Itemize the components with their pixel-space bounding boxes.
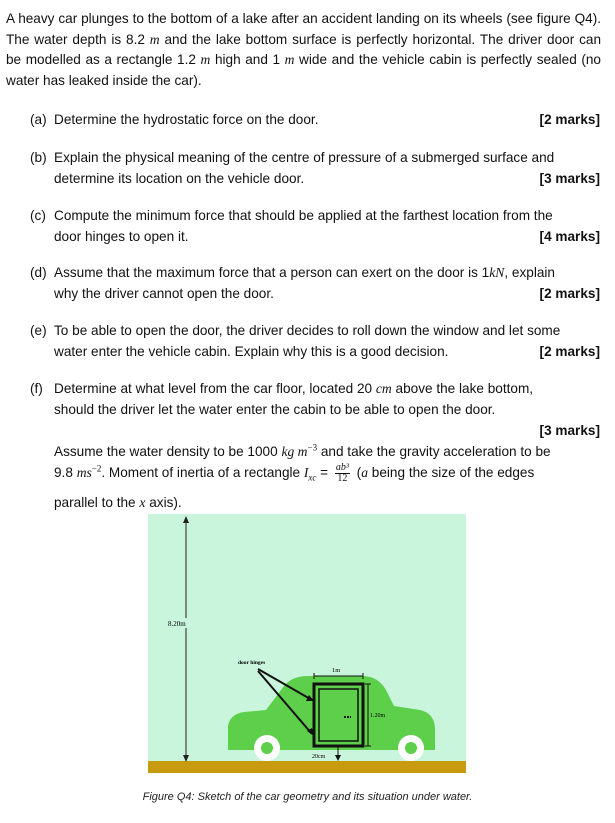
question-text: why the driver cannot open the door. bbox=[54, 285, 274, 301]
hinges-label: door hinges bbox=[238, 660, 266, 666]
width-label: 1m bbox=[332, 667, 341, 674]
question-text: Assume that the maximum force that a person can exert on the door is 1kN, explain bbox=[54, 265, 555, 280]
question-label: (a) bbox=[30, 112, 47, 127]
question-text: 9.8 $ms^{-2}$. Moment of inertia of a rectangle $I_{xc}$ = $\frac{\text{ab³}}{12}$ (a being the size of the edges bbox=[54, 461, 535, 484]
question-label: (d) bbox=[30, 265, 47, 280]
question-text: Determine the hydrostatic force on the door. bbox=[54, 112, 319, 127]
question-f bbox=[30, 378, 600, 513]
intro-line-1: A heavy car plunges to the bottom of a lake after an accident landing on its wheels (see figure bbox=[6, 11, 571, 26]
marks-badge: [4 marks] bbox=[539, 228, 600, 244]
question-d bbox=[30, 263, 600, 304]
marks-badge: [3 marks] bbox=[539, 170, 600, 186]
intro-line-4: perfectly sealed (no water has leaked inside the car). bbox=[6, 52, 601, 88]
question-label: (b) bbox=[30, 150, 47, 165]
height-label: 1.20m bbox=[370, 713, 386, 719]
marks-badge: [2 marks] bbox=[539, 343, 600, 359]
question-text: determine its location on the vehicle door. bbox=[54, 170, 305, 186]
depth-label: 8.20m bbox=[168, 620, 186, 628]
question-text: water enter the vehicle cabin. Explain why this is a good decision. bbox=[54, 343, 449, 359]
question-text: Determine at what level from the car floor, located 20 cm above the lake bottom, bbox=[54, 381, 534, 396]
rear-wheel-hub bbox=[405, 742, 417, 754]
question-text: should the driver let the water enter the cabin to be able to open the door. bbox=[54, 402, 496, 417]
intro-line-2: Q4). The water depth is 8.2 m and the lake bottom surface is perfectly horizontal. The driver bbox=[6, 11, 601, 47]
problem-intro bbox=[6, 9, 601, 91]
question-label: (e) bbox=[30, 323, 47, 338]
question-text: Explain the physical meaning of the centre of pressure of a submerged surface and bbox=[54, 150, 555, 165]
floor-height-label: 20cm bbox=[312, 754, 326, 760]
front-wheel-hub bbox=[261, 742, 273, 754]
marks-badge: [2 marks] bbox=[539, 112, 600, 127]
question-label: (f) bbox=[30, 381, 43, 396]
marks-badge: [3 marks] bbox=[539, 423, 600, 438]
question-text: Compute the minimum force that should be applied at the farthest location from the bbox=[54, 208, 553, 223]
intro-line-3: door can be modelled as a rectangle 1.2 m high and 1 m wide and the vehicle cabin is bbox=[6, 31, 602, 67]
question-text: parallel to the x axis). bbox=[54, 494, 182, 510]
figure-caption: Figure Q4: Sketch of the car geometry and its situation under water. bbox=[142, 791, 473, 803]
question-a bbox=[30, 110, 600, 131]
question-text: To be able to open the door, the driver decides to roll down the window and let some bbox=[54, 323, 561, 338]
inertia-fraction: $\frac{\text{ab³}}{12}$ bbox=[335, 461, 349, 484]
question-text: Assume the water density to be 1000 kg $m^{-3}$ and take the gravity acceleration to be bbox=[54, 442, 551, 459]
question-text: door hinges to open it. bbox=[54, 228, 189, 244]
question-c bbox=[30, 206, 600, 247]
question-e bbox=[30, 321, 600, 362]
lake-bottom bbox=[148, 761, 466, 773]
car-under-water-figure bbox=[148, 514, 466, 776]
question-b bbox=[30, 148, 600, 189]
question-label: (c) bbox=[30, 208, 46, 223]
marks-badge: [2 marks] bbox=[539, 285, 600, 301]
